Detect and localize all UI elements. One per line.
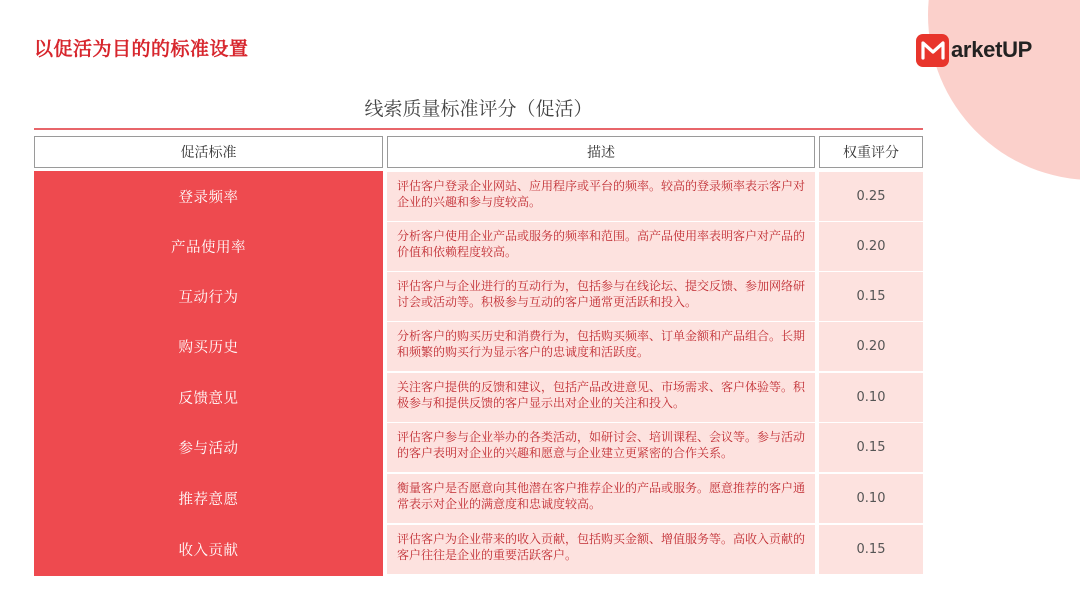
table-row bbox=[0, 422, 1080, 473]
description-cell: 评估客户登录企业网站、应用程序或平台的频率。较高的登录频率表示客户对企业的兴趣和参与度较高。 bbox=[387, 172, 815, 221]
description-cell: 关注客户提供的反馈和建议，包括产品改进意见、市场需求、客户体验等。积极参与和提供反馈的客户显示出对企业的关注和投入。 bbox=[387, 373, 815, 422]
description-cell: 分析客户使用企业产品或服务的频率和范围。高产品使用率表明客户对产品的价值和依赖程度较高。 bbox=[387, 222, 815, 271]
table-row bbox=[0, 473, 1080, 524]
criteria-cell: 购买历史 bbox=[178, 340, 239, 356]
criteria-cell: 收入贡献 bbox=[178, 543, 239, 559]
description-cell: 评估客户与企业进行的互动行为，包括参与在线论坛、提交反馈、参加网络研讨会或活动等。积极参与互动的客户通常更活跃和投入。 bbox=[387, 272, 815, 321]
table-row bbox=[0, 271, 1080, 322]
logo-text: arketUP bbox=[951, 37, 1033, 62]
criteria-cell: 产品使用率 bbox=[171, 240, 246, 256]
criteria-cell: 反馈意见 bbox=[178, 391, 239, 407]
criteria-cell: 参与活动 bbox=[178, 441, 239, 457]
description-cell: 评估客户为企业带来的收入贡献，包括购买金额、增值服务等。高收入贡献的客户往往是企业的重要活跃客户。 bbox=[387, 525, 815, 574]
criteria-cell: 推荐意愿 bbox=[178, 492, 239, 508]
table-row bbox=[0, 372, 1080, 423]
table-row bbox=[0, 524, 1080, 575]
table-row bbox=[0, 171, 1080, 222]
header-criteria: 促活标准 bbox=[34, 136, 383, 168]
description-cell: 分析客户的购买历史和消费行为，包括购买频率、订单金额和产品组合。长期和频繁的购买行为显示客户的忠诚度和活跃度。 bbox=[387, 322, 815, 371]
weight-cell: 0.15 bbox=[819, 423, 923, 472]
description-cell: 评估客户参与企业举办的各类活动，如研讨会、培训课程、会议等。参与活动的客户表明对企业的兴趣和愿意与企业建立更紧密的合作关系。 bbox=[387, 423, 815, 472]
header-weight: 权重评分 bbox=[819, 136, 923, 168]
weight-cell: 0.20 bbox=[819, 322, 923, 371]
table-title: 线索质量标准评分（促活） bbox=[364, 98, 593, 120]
criteria-cell: 互动行为 bbox=[178, 290, 239, 306]
description-cell: 衡量客户是否愿意向其他潜在客户推荐企业的产品或服务。愿意推荐的客户通常表示对企业的满意度和忠诚度较高。 bbox=[387, 474, 815, 523]
logo bbox=[916, 33, 1032, 67]
slide-title: 以促活为目的的标准设置 bbox=[34, 38, 249, 60]
decorative-circle bbox=[928, 0, 1080, 180]
table-row bbox=[0, 221, 1080, 272]
weight-cell: 0.10 bbox=[819, 474, 923, 523]
title-divider bbox=[34, 128, 923, 130]
weight-cell: 0.25 bbox=[819, 172, 923, 221]
weight-cell: 0.15 bbox=[819, 525, 923, 574]
weight-cell: 0.20 bbox=[819, 222, 923, 271]
criteria-cell: 登录频率 bbox=[178, 190, 239, 206]
weight-cell: 0.10 bbox=[819, 373, 923, 422]
logo-m-icon bbox=[916, 34, 949, 67]
weight-cell: 0.15 bbox=[819, 272, 923, 321]
table-row bbox=[0, 321, 1080, 372]
header-description: 描述 bbox=[387, 136, 815, 168]
